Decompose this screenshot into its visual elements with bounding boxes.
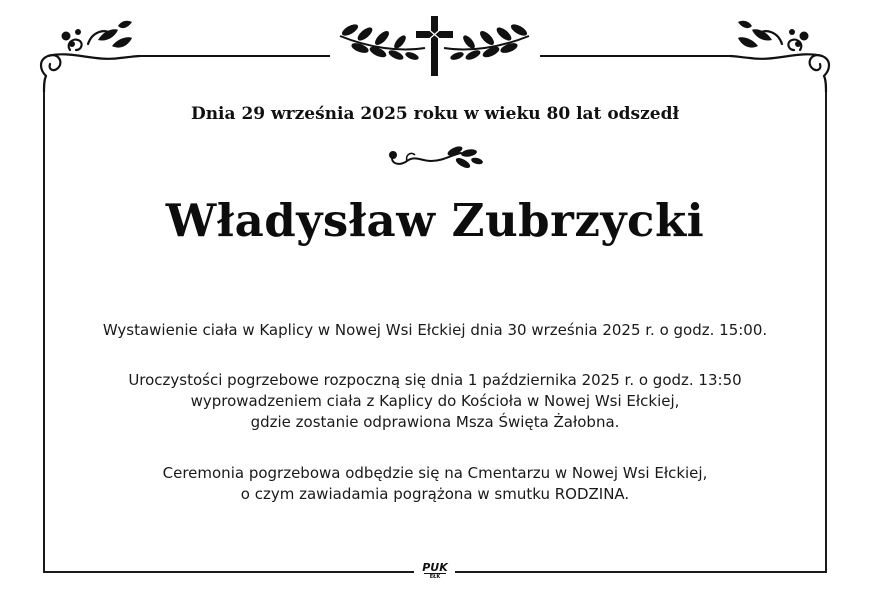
logo-top-text: PUK — [422, 561, 448, 574]
intro-line: Dnia 29 września 2025 roku w wieku 80 lat odszedł — [190, 104, 680, 124]
ceremony-line-1: Uroczystości pogrzebowe rozpoczną się dnia 1 października 2025 r. o godz. 13:50 — [128, 371, 742, 389]
ceremony-line-2: wyprowadzeniem ciała z Kaplicy do Kościoła w Nowej Wsi Ełckiej, — [190, 392, 680, 410]
puk-logo — [416, 562, 454, 580]
viewing-paragraph — [0, 320, 870, 341]
ceremony-paragraph — [0, 370, 870, 433]
closing-line-1: Ceremonia pogrzebowa odbędzie się na Cmentarzu w Nowej Wsi Ełckiej, — [162, 464, 708, 482]
header-ornament — [0, 0, 870, 100]
viewing-line: Wystawienie ciała w Kaplicy w Nowej Wsi Ełckiej dnia 30 września 2025 r. o godz. 15:00. — [102, 321, 768, 339]
logo-bottom-text: EŁK — [424, 573, 446, 580]
closing-paragraph — [0, 463, 870, 505]
swirl-leaf-divider-icon — [385, 143, 485, 173]
closing-line-2: o czym zawiadamia pogrążona w smutku RODZINA. — [240, 485, 630, 503]
frame-bottom-border-left — [43, 571, 414, 573]
frame-bottom-border-right — [455, 571, 827, 573]
ceremony-line-3: gdzie zostanie odprawiona Msza Święta Żałobna. — [250, 413, 620, 431]
deceased-name: Władysław Zubrzycki — [165, 194, 705, 247]
cross-with-laurel-branches-icon — [340, 16, 529, 76]
